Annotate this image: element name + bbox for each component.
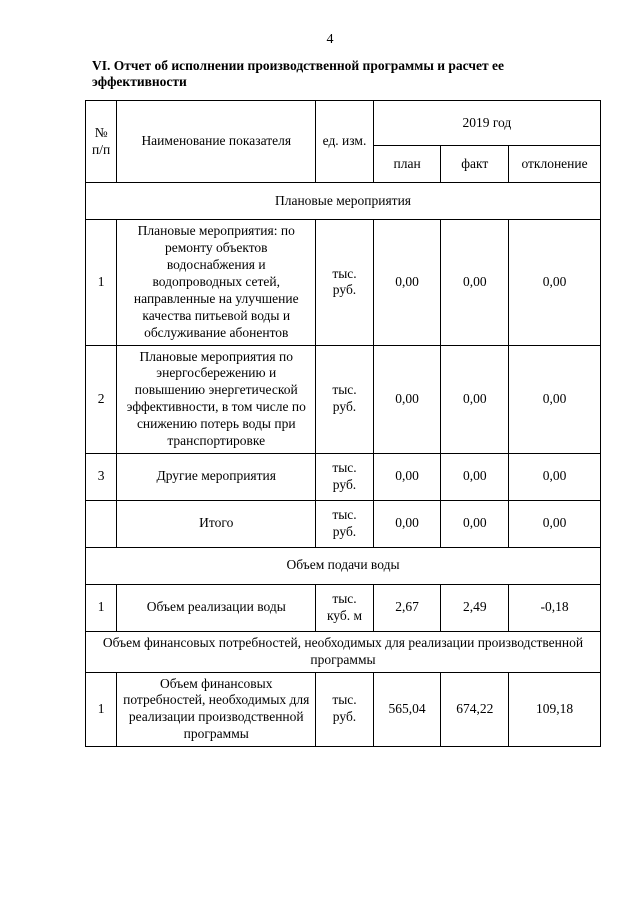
deviation-cell: 0,00 (509, 453, 601, 500)
unit-cell: тыс. руб. (316, 672, 374, 747)
fact-cell: 2,49 (441, 584, 509, 631)
unit-cell: тыс. руб. (316, 345, 374, 453)
row-num-cell (86, 500, 117, 547)
plan-cell: 0,00 (373, 345, 441, 453)
plan-cell: 0,00 (373, 220, 441, 345)
deviation-cell: 0,00 (509, 500, 601, 547)
section-title-cell: Объем финансовых потребностей, необходимых для реализации производственной программы (86, 631, 601, 672)
col-header-name: Наименование показателя (117, 101, 316, 183)
section-title-cell: Объем подачи воды (86, 547, 601, 584)
row-num-cell: 1 (86, 672, 117, 747)
page-number: 4 (326, 32, 334, 47)
col-header-fact: факт (441, 146, 509, 183)
indicator-name-cell: Плановые мероприятия: по ремонту объектов водоснабжения и водопроводных сетей, направленные на улучшение качества питьевой воды и обслуживание абонентов (117, 220, 316, 345)
indicator-name-cell: Объем финансовых потребностей, необходимых для реализации производственной программы (117, 672, 316, 747)
deviation-cell: -0,18 (509, 584, 601, 631)
table-row (86, 584, 601, 631)
plan-cell: 0,00 (373, 453, 441, 500)
deviation-cell: 0,00 (509, 220, 601, 345)
row-num-cell: 1 (86, 584, 117, 631)
section-title-row (86, 183, 601, 220)
table-row (86, 672, 601, 747)
unit-cell: тыс. руб. (316, 500, 374, 547)
unit-cell: тыс. куб. м (316, 584, 374, 631)
row-num-cell: 3 (86, 453, 117, 500)
deviation-cell: 0,00 (509, 345, 601, 453)
section-title-row (86, 631, 601, 672)
indicator-name-cell: Итого (117, 500, 316, 547)
row-num-cell: 1 (86, 220, 117, 345)
section-heading: VI. Отчет об исполнении производственной программы и расчет ее эффективности (92, 58, 505, 90)
unit-cell: тыс. руб. (316, 453, 374, 500)
deviation-cell: 109,18 (509, 672, 601, 747)
col-header-num: № п/п (86, 101, 117, 183)
fact-cell: 674,22 (441, 672, 509, 747)
section-title-row (86, 547, 601, 584)
col-header-unit: ед. изм. (316, 101, 374, 183)
table-row (86, 500, 601, 547)
plan-cell: 2,67 (373, 584, 441, 631)
table-header (86, 101, 601, 183)
row-num-cell: 2 (86, 345, 117, 453)
fact-cell: 0,00 (441, 453, 509, 500)
col-header-plan: план (373, 146, 441, 183)
indicator-name-cell: Другие мероприятия (117, 453, 316, 500)
plan-cell: 0,00 (373, 500, 441, 547)
fact-cell: 0,00 (441, 500, 509, 547)
table-row (86, 453, 601, 500)
col-header-deviation: отклонение (509, 146, 601, 183)
section-title-cell: Плановые мероприятия (86, 183, 601, 220)
fact-cell: 0,00 (441, 220, 509, 345)
unit-cell: тыс. руб. (316, 220, 374, 345)
table-row (86, 220, 601, 345)
fact-cell: 0,00 (441, 345, 509, 453)
plan-cell: 565,04 (373, 672, 441, 747)
report-table (85, 100, 601, 747)
table-row (86, 345, 601, 453)
col-header-year: 2019 год (373, 101, 600, 146)
indicator-name-cell: Плановые мероприятия по энергосбережению и повышению энергетической эффективности, в том числе по снижению потерь воды при транспортировке (117, 345, 316, 453)
indicator-name-cell: Объем реализации воды (117, 584, 316, 631)
